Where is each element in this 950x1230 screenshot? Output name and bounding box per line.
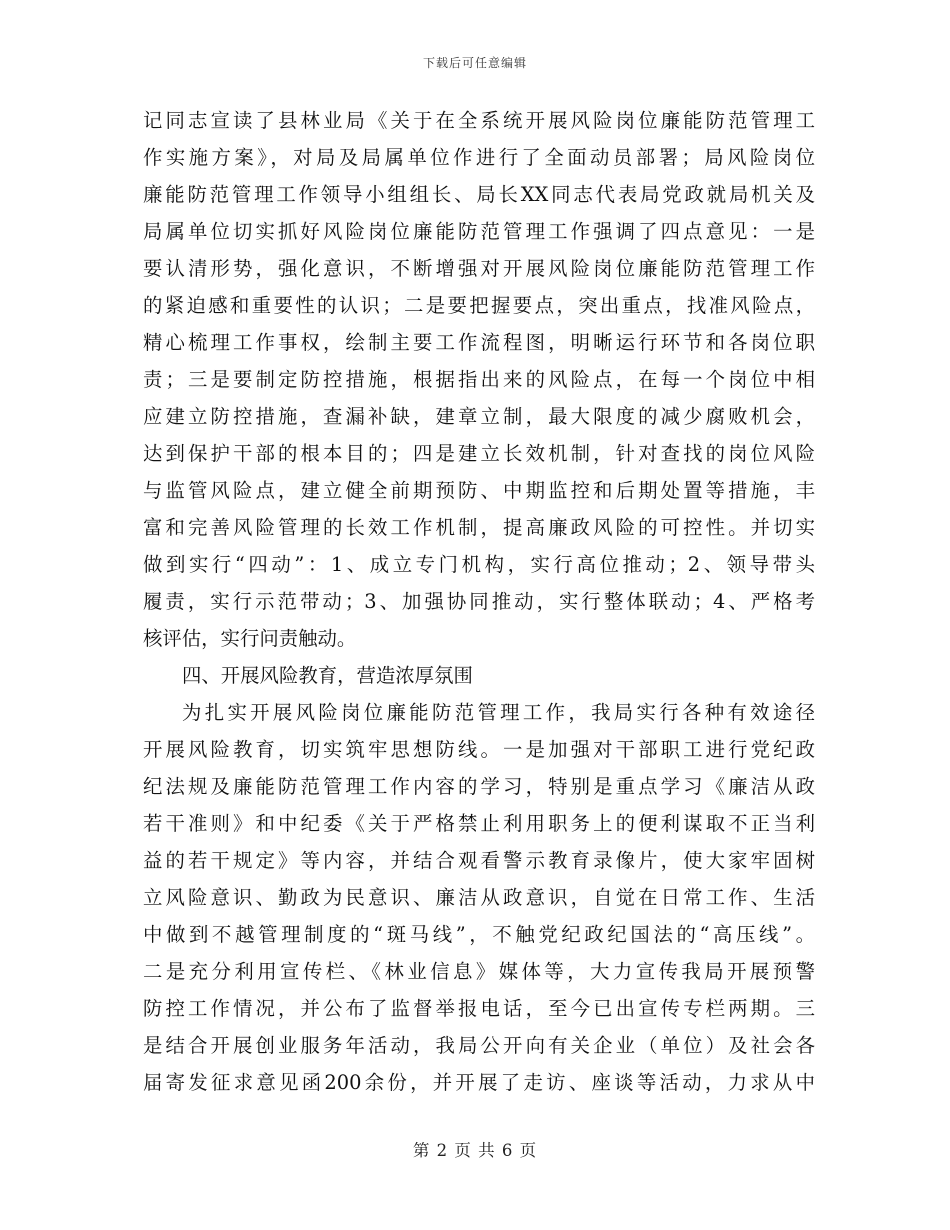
- page-header: 下载后可任意编辑: [422, 56, 527, 70]
- text-line: 责；三是要制定防控措施，根据指出来的风险点，在每一个岗位中相: [143, 368, 815, 391]
- document-body: [143, 102, 815, 1101]
- text-line: 廉能防范管理工作领导小组组长、局长XX同志代表局党政就局机关及: [143, 183, 815, 206]
- paragraph-first-line: 为扎实开展风险岗位廉能防范管理工作，我局实行各种有效途径: [182, 701, 815, 724]
- text-line: 记同志宣读了县林业局《关于在全系统开展风险岗位廉能防范管理工: [143, 109, 815, 132]
- text-line: 若干准则》和中纪委《关于严格禁止利用职务上的便利谋取不正当利: [143, 812, 815, 835]
- text-line: 立风险意识、勤政为民意识、廉洁从政意识，自觉在日常工作、生活: [143, 886, 815, 909]
- text-line: 中做到不越管理制度的“斑马线”，不触党纪政纪国法的“高压线”。: [143, 923, 815, 946]
- text-line: 开展风险教育，切实筑牢思想防线。一是加强对干部职工进行党纪政: [143, 738, 815, 761]
- text-line: 是结合开展创业服务年活动，我局公开向有关企业（单位）及社会各: [143, 1034, 815, 1057]
- text-line: 富和完善风险管理的长效工作机制，提高廉政风险的可控性。并切实: [143, 516, 815, 539]
- text-line: 二是充分利用宣传栏、《林业信息》媒体等，大力宣传我局开展预警: [143, 960, 815, 983]
- text-line: 达到保护干部的根本目的；四是建立长效机制，针对查找的岗位风险: [143, 442, 815, 465]
- text-line: 局属单位切实抓好风险岗位廉能防范管理工作强调了四点意见：一是: [143, 220, 815, 243]
- text-line: 应建立防控措施，查漏补缺，建章立制，最大限度的减少腐败机会，: [143, 405, 815, 428]
- text-line: 的紧迫感和重要性的认识；二是要把握要点，突出重点，找准风险点，: [143, 294, 815, 317]
- paragraph-first-line: 四、开展风险教育，营造浓厚氛围: [182, 664, 473, 687]
- text-line: 履责，实行示范带动；3、加强协同推动，实行整体联动；4、严格考: [143, 590, 815, 613]
- text-line: 做到实行“四动”：1、成立专门机构，实行高位推动；2、领导带头: [143, 553, 815, 576]
- text-line: 精心梳理工作事权，绘制主要工作流程图，明晰运行环节和各岗位职: [143, 331, 815, 354]
- text-line: 与监管风险点，建立健全前期预防、中期监控和后期处置等措施，丰: [143, 479, 815, 502]
- text-line: 届寄发征求意见函200余份，并开展了走访、座谈等活动，力求从中: [143, 1071, 815, 1094]
- text-line: 防控工作情况，并公布了监督举报电话，至今已出宣传专栏两期。三: [143, 997, 815, 1020]
- page-number-footer: 第 2 页 共 6 页: [412, 1141, 538, 1160]
- text-line: 核评估，实行问责触动。: [143, 627, 357, 650]
- text-line: 益的若干规定》等内容，并结合观看警示教育录像片，使大家牢固树: [143, 849, 815, 872]
- text-line: 纪法规及廉能防范管理工作内容的学习，特别是重点学习《廉洁从政: [143, 775, 815, 798]
- text-line: 作实施方案》，对局及局属单位作进行了全面动员部署；局风险岗位: [143, 146, 815, 169]
- text-line: 要认清形势，强化意识，不断增强对开展风险岗位廉能防范管理工作: [143, 257, 815, 280]
